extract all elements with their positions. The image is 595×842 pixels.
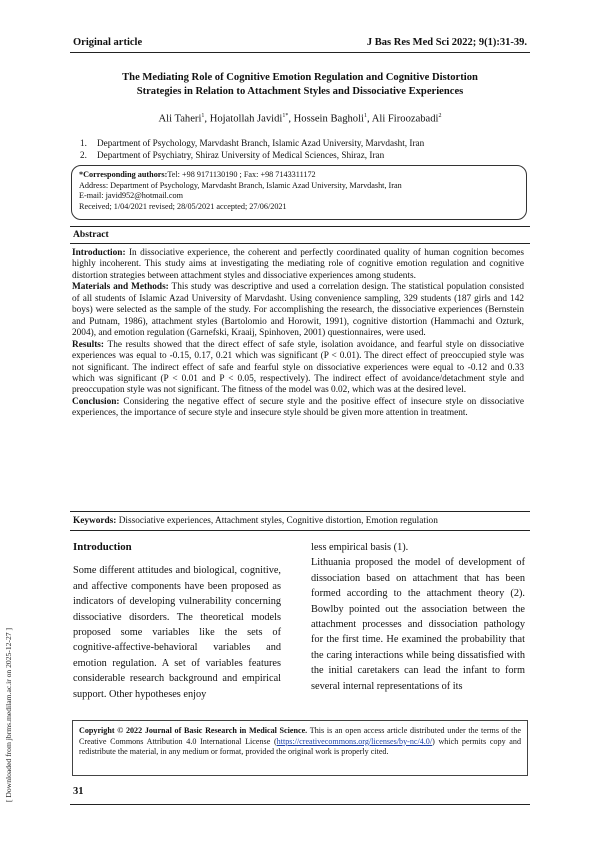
author-list: Ali Taheri$^1$, Hojatollah Javidi$^{1*}$, Hossein Bagholi$^1$, Ali Firoozabadi$^2$ (158, 113, 442, 125)
keywords-top-rule (70, 511, 530, 512)
introduction-heading: Introduction (73, 541, 132, 553)
body-column-right (311, 540, 525, 694)
author-name: Ali Firoozabadi (371, 113, 439, 125)
article-title: The Mediating Role of Cognitive Emotion Regulation and Cognitive Distortion Strategies in Relation to Attachment Styles and Dissociative Experiences (122, 72, 478, 97)
header-rule (70, 52, 530, 53)
corresponding-author-box: *Corresponding authors:Tel: +98 9171130190 ; Fax: +98 7143311172 Address: Department of Psychology, Marvdasht Branch, Islamic Azad University, Marvdasht, Iran E-mail: javid952@hotmail.com Received; 1/04/2021 revised; 28/05/2021 accepted; 27/06/2021 (71, 165, 527, 220)
affiliation-item: 1. Department of Psychology, Marvdasht Branch, Islamic Azad University, Marvdasht, Iran (80, 138, 425, 148)
abstract-methods: Materials and Methods: This study was descriptive and used a correlation design. The statistical population consisted of all students of Islamic Azad University of Marvdasht. Using convenience sampling, 329 students (187 girls and 142 boys) were selected as the sample of the study. For accomplishing the research, the dissociative experiences (Bernstein and Putnam, 1986), attachment styles (Bartolomio and Horowit, 1991), cognitive distortion (Hammachi and Ozturk, 2004), and emotion regulation (Garnefski, Kraaij, Spinhoven, 2001) questionnaires, were used. (72, 282, 524, 339)
keywords-rule (70, 530, 530, 531)
page-number: 31 (73, 786, 84, 797)
body-column-left (73, 540, 281, 702)
download-watermark: [ Downloaded from jbrms.medilam.ac.ir on 2025-12-27 ] (4, 628, 13, 802)
author-email[interactable]: E-mail: javid952@hotmail.com (79, 191, 183, 201)
affiliation-item: 2. Department of Psychiatry, Shiraz University of Medical Sciences, Shiraz, Iran (80, 150, 385, 160)
author-name: Hojatollah Javidi (209, 113, 283, 125)
author-name: Ali Taheri (158, 113, 202, 125)
abstract-results: Results: The results showed that the direct effect of safe style, isolation avoidance, and fearful style on dissociative experiences was equal to -0.15, 0.17, 0.21 which was significant (P < 0.01). The direct effect of preoccupied style was not significant. The indirect effect of safe and fearful style on dissociative experiences were equal to -0.12 and 0.33 which was significant (P < 0.01 and P < 0.05, respectively). The indirect effect of avoidance/detachment style and preoccupation style was not significant. The fitness of the model was 0.02, which was at the desired level. (72, 339, 524, 396)
keywords-line: Keywords: Dissociative experiences, Attachment styles, Cognitive distortion, Emotion regulation (73, 516, 438, 526)
author-name: Hossein Bagholi (293, 113, 364, 125)
body-paragraph: Some different attitudes and biological, cognitive, and affective components have been proposed as indicators of developing vulnerability concerning dissociative disorders. The theoretical models proposed some variables like the sets of cognitive-affective-behavioral variables and emotion regulation. A set of variables features considerable research background and empirical support. Other hypotheses enjoy (73, 565, 281, 700)
abstract-body (72, 248, 524, 420)
abstract-introduction: Introduction: In dissociative experience, the coherent and perfectly coordinated quality of human cognition becomes highly incoherent. This study aims at investigating the mediating role of cognitive emotion regulation and cognitive distortion strategies between attachment styles and dissociative experiences among students. (72, 248, 524, 281)
license-link[interactable]: https://creativecommons.org/licenses/by-nc/4.0/ (276, 736, 433, 746)
journal-citation: J Bas Res Med Sci 2022; 9(1):31-39. (366, 37, 527, 48)
abstract-heading: Abstract (73, 229, 109, 240)
journal-section-label: Original article (73, 37, 143, 48)
body-paragraph: Lithuania proposed the model of development of dissociation based on attachment that has been formed according to the attachment theory (2). Bowlby pointed out the association between the attachment processes and dissociation pathology for the first time. He examined the probability that the caring interactions while being dissatisfied with the initial caretakers can lead the infant to form several internal representations of its (311, 557, 525, 692)
footer-rule (70, 804, 530, 805)
abstract-top-rule (70, 226, 530, 227)
copyright-box: Copyright © 2022 Journal of Basic Research in Medical Science. This is an open access article distributed under the terms of the Creative Commons Attribution 4.0 International License (https://creativecommons.org/licenses/by-nc/4.0/) which permits copy and redistribute the material, in any medium or format, provided the original work is properly cited. (72, 720, 528, 776)
body-paragraph: less empirical basis (1). (311, 542, 409, 553)
abstract-conclusion: Conclusion: Considering the negative effect of secure style and the positive effect of insecure style on dissociative experiences, the importance of secure style and insecure style should be given more attention in treatment. (72, 396, 524, 419)
abstract-rule (70, 243, 530, 244)
